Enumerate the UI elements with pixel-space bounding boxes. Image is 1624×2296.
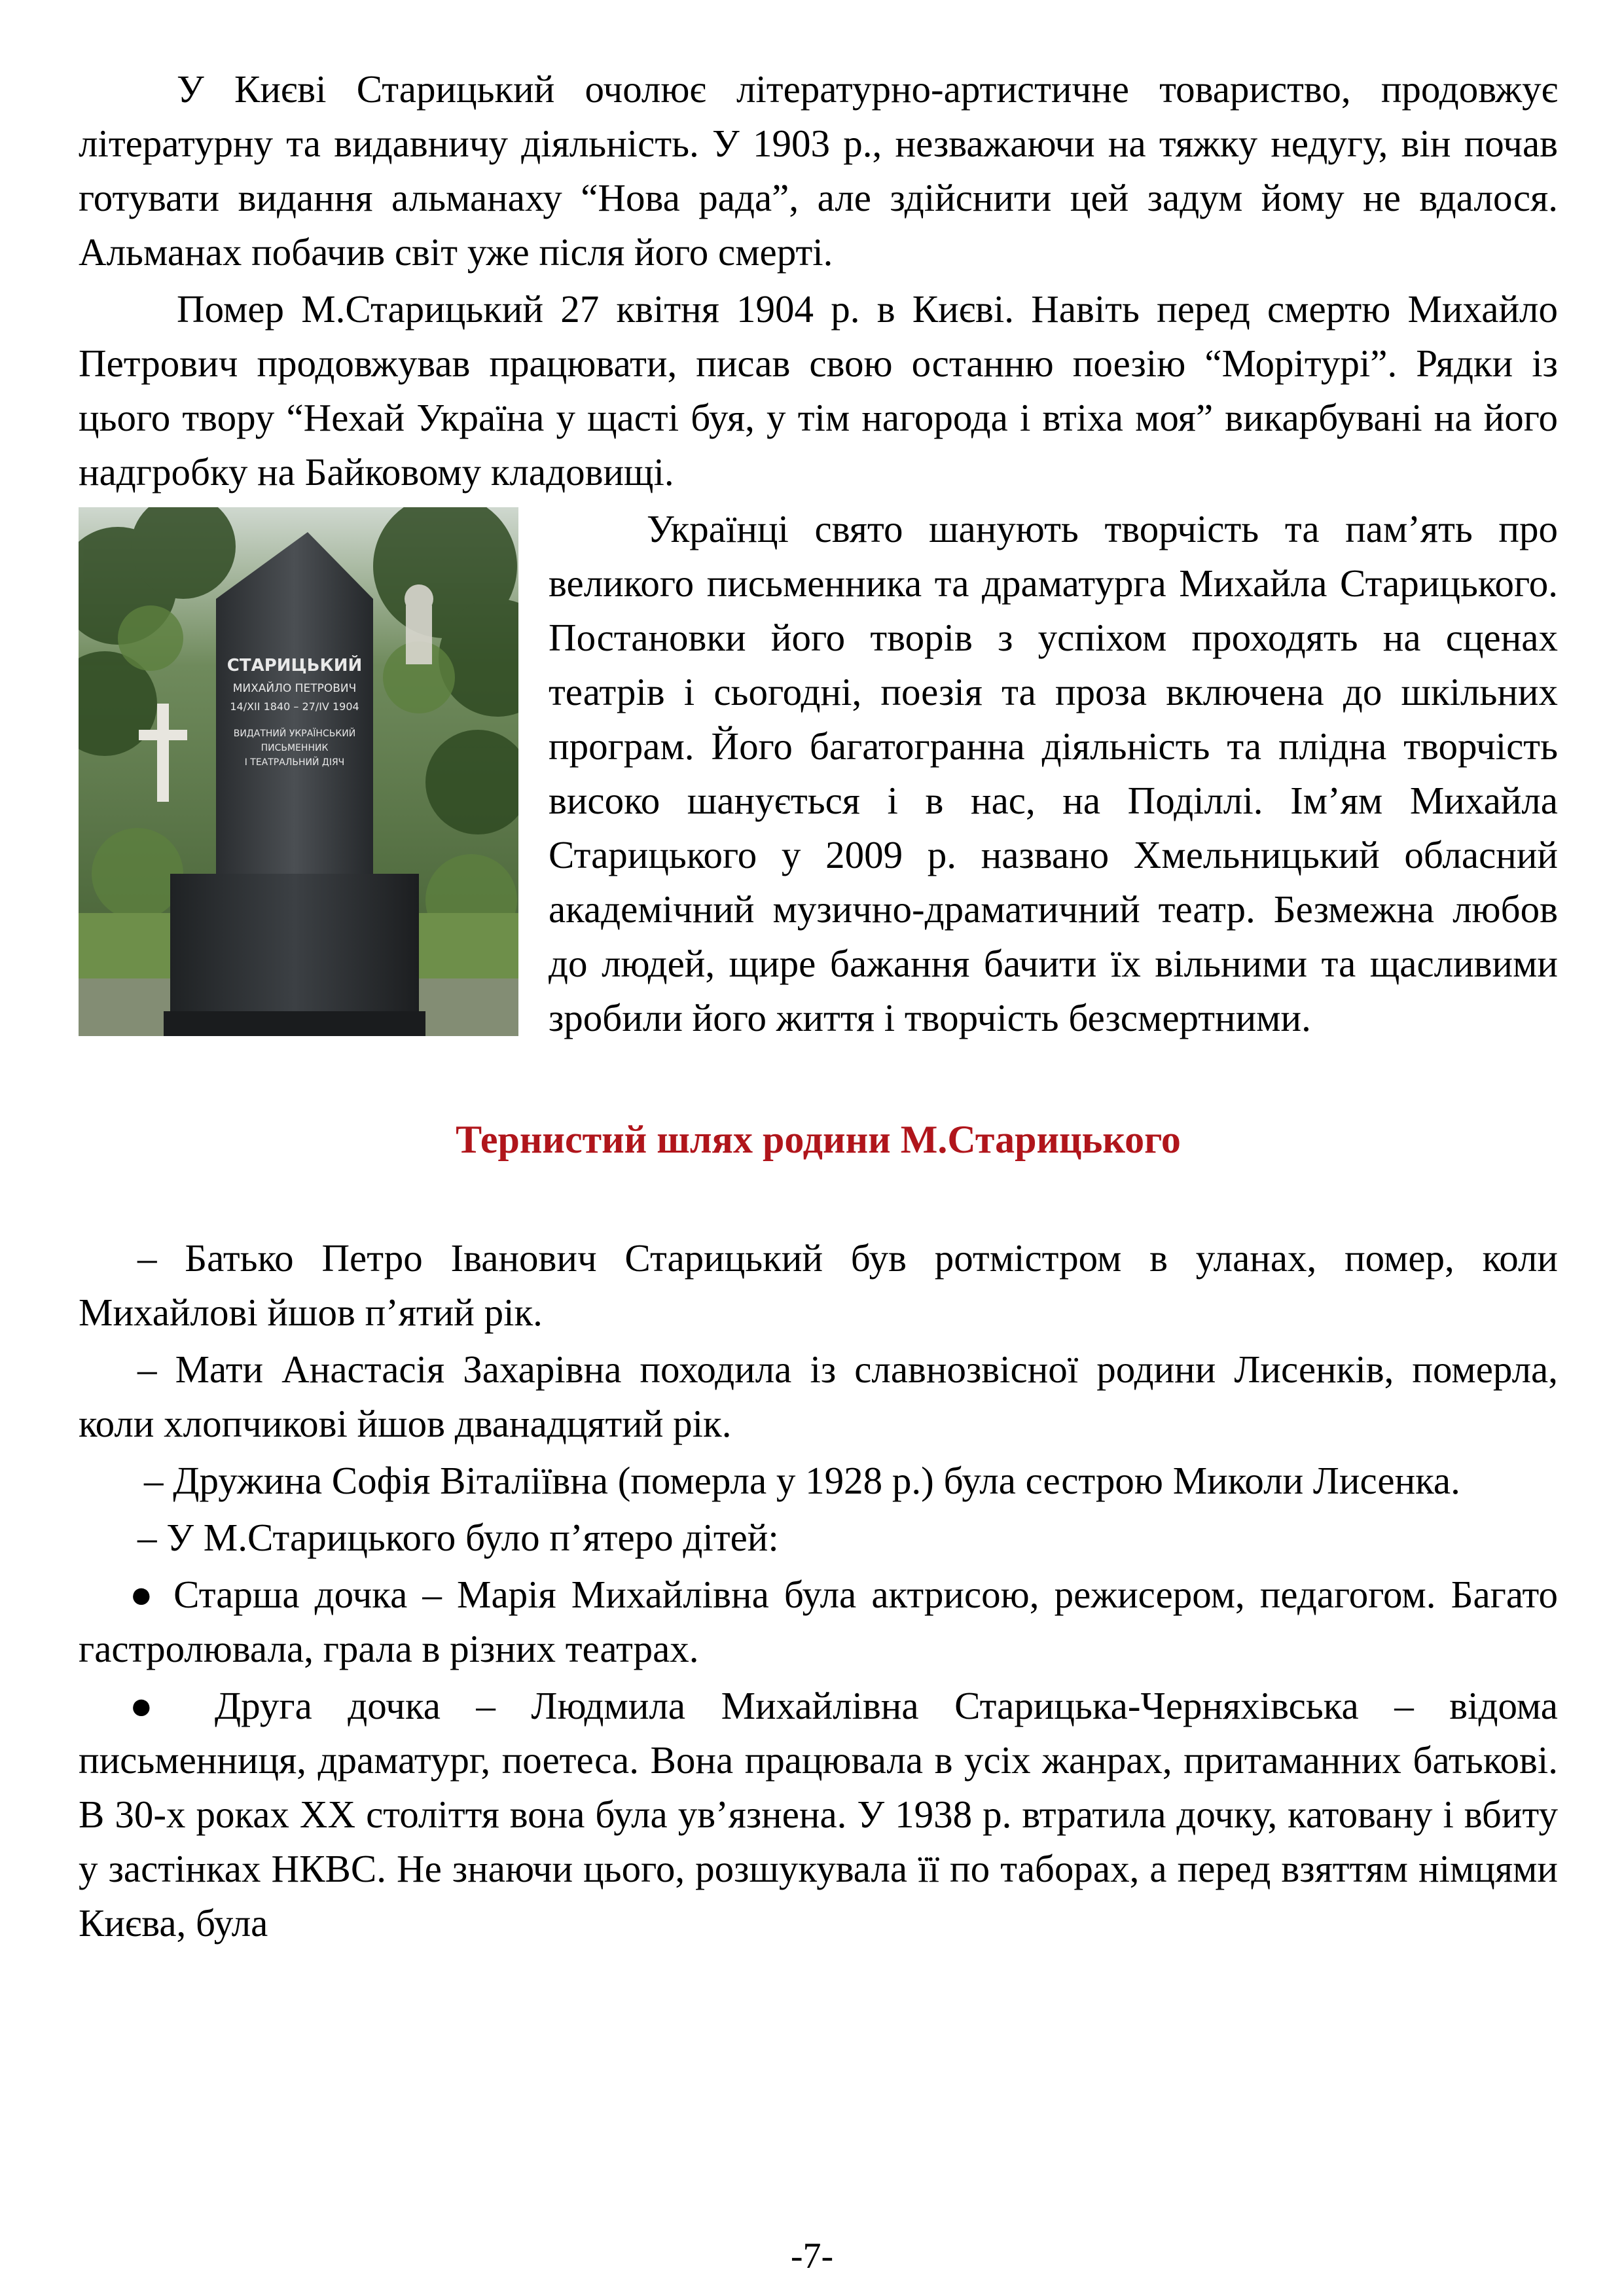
- list-item-wife: – Дружина Софія Віталіївна (померла у 1928 р.) була сестрою Миколи Лисенка.: [144, 1459, 1460, 1502]
- paragraph-kyiv-society: У Києві Старицький очолює літературно-артистичне товариство, продовжує літературну та видавничу діяльність. У 1903 р., незважаючи на тяжку недугу, він почав готувати видання альманаху “Нова рада”, але здійснити цей задум йому не вдалося. Альманах побачив світ уже після його смерті.: [79, 67, 1558, 274]
- paragraph-death: Помер М.Старицький 27 квітня 1904 р. в Києві. Навіть перед смертю Михайло Петрович продовжував працювати, писав свою останню поезію “Морітурі”. Рядки із цього твору “Нехай Україна у щасті буя, у тім нагорода і втіха моя” викарбувані на його надгробку на Байковому кладовищі.: [79, 287, 1558, 493]
- inscription-line5: ПИСЬМЕННИК: [261, 743, 329, 753]
- paragraph-memory: Українці свято шанують творчість та пам’ять про великого письменника та драматурга Михайла Старицького. Постановки його творів з успіхом проходять на сценах театрів і сьогодні, поезія та проза включена до шкільних програм. Його багатогранна діяльність та плідна творчість високо шанується і в нас, на Поділлі. Ім’ям Михайла Старицького у 2009 р. названо Хмельницький обласний академічний музично-драматичний театр. Безмежна любов до людей, щире бажання бачити їх вільними та щасливими зробили його життя і творчість безсмертними.: [549, 507, 1558, 1039]
- list-item-liudmyla: ● Друга дочка – Людмила Михайлівна Старицька-Черняхівська – відома письменниця, драматург, поетеса. Вона працювала в усіх жанрах, притаманних батькові. В 30-х роках XX століття вона була ув’язнена. У 1938 р. втратила дочку, катовану і вбиту у застінках НКВС. Не знаючи цього, розшукувала її по таборах, а перед взяттям німцями Києва, була: [79, 1684, 1558, 1945]
- inscription-line6: І ТЕАТРАЛЬНИЙ ДІЯЧ: [244, 757, 345, 768]
- inscription-name: МИХАЙЛО ПЕТРОВИЧ: [232, 682, 357, 695]
- page-body: [79, 62, 1558, 1950]
- grave-photo: [79, 507, 518, 1036]
- grave-monument-image: [79, 507, 518, 1036]
- list-item-mother: – Мати Анастасія Захарівна походила із славнозвісної родини Лисенків, померла, коли хлопчикові йшов дванадцятий рік.: [79, 1348, 1558, 1445]
- list-item-father: – Батько Петро Іванович Старицький був ротмістром в уланах, помер, коли Михайлові йшов п’ятий рік.: [79, 1236, 1558, 1334]
- section-title: Тернистий шлях родини М.Старицького: [456, 1118, 1181, 1161]
- page-number: -7-: [790, 2236, 834, 2276]
- list-item-children: – У М.Старицького було п’ятеро дітей:: [137, 1516, 779, 1559]
- photo-section: [79, 502, 1558, 1045]
- inscription-line4: ВИДАТНИЙ УКРАЇНСЬКИЙ: [233, 728, 356, 739]
- list-item-maria: ● Старша дочка – Марія Михайлівна була актрисою, режисером, педагогом. Багато гастролювала, грала в різних театрах.: [79, 1573, 1558, 1670]
- inscription-dates: 14/XII 1840 – 27/IV 1904: [230, 700, 359, 713]
- inscription-surname: СТАРИЦЬКИЙ: [226, 656, 363, 675]
